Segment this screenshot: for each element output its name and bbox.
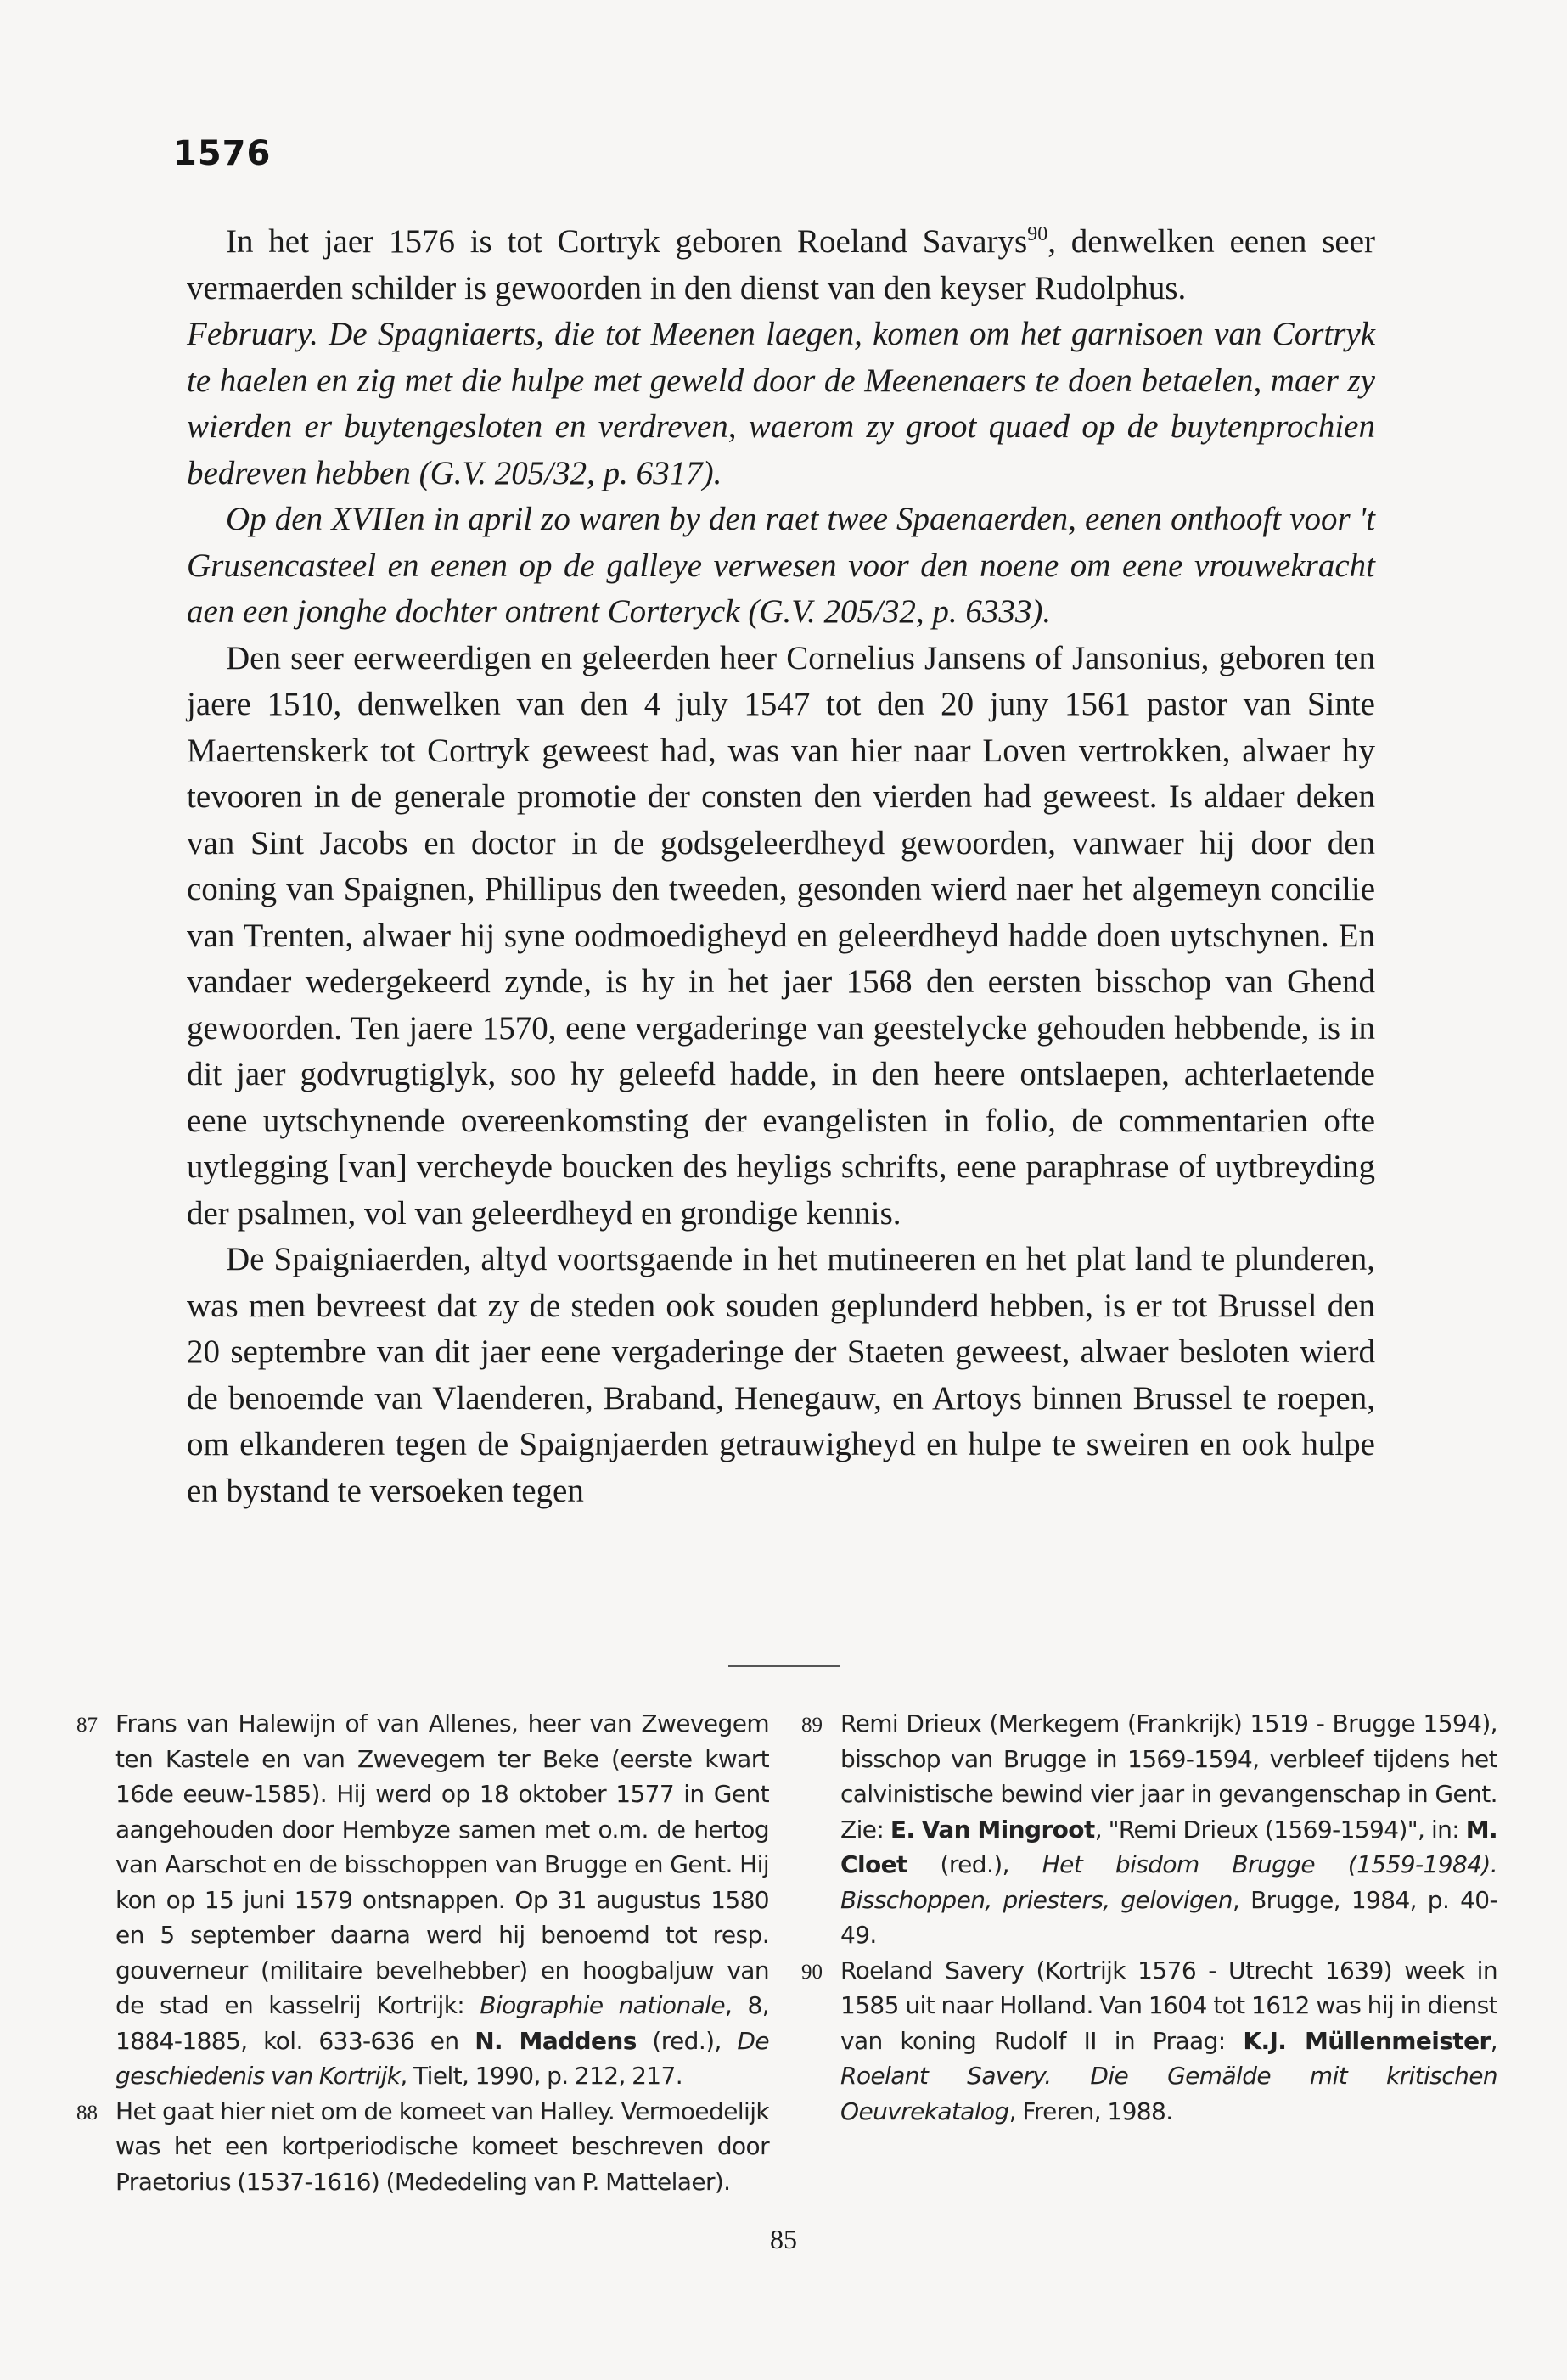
main-text: [187, 219, 1375, 1514]
footnote-87: [76, 1706, 769, 2094]
footnote-text: Het gaat hier niet om de komeet van Halley. Vermoedelijk was het een kortperiodische komeet beschreven door Praetorius (1537-1616) (Mededeling van P. Mattelaer).: [115, 2097, 769, 2196]
footnote-text: Roeland Savery (Kortrijk 1576 - Utrecht 1639) week in 1585 uit naar Holland. Van 1604 tot 1612 was hij in dienst van koning Rudolf II in Praag:: [840, 1956, 1497, 2055]
footnote-88: [76, 2094, 769, 2200]
paragraph-jansonius: Den seer eerweerdigen en geleerden heer Cornelius Jansens of Jansonius, geboren ten jaere 1510, denwelken van den 4 july 1547 tot den 20 juny 1561 pastor van Sinte Maertenskerk tot Cortryk geweest had, was van hier naar Loven vertrokken, alwaer hy tevooren in de generale promotie der consten den vierden had geweest. Is aldaer deken van Sint Jacobs en doctor in de godsgeleerdheyd gewoorden, vanwaer hij door den coning van Spaignen, Phillipus den tweeden, gesonden wierd naer het algemeyn concilie van Trenten, alwaer hij syne oodmoedigheyd en geleerdheyd hadde doen uytschynen. En vandaer wedergekeerd zynde, is hy in het jaer 1568 den eersten bisschop van Ghend gewoorden. Ten jaere 1570, eene vergaderinge van geestelycke gehouden hebbende, is in dit jaer godvrugtiglyk, soo hy geleefd hadde, in den heere ontslaepen, achterlaetende eene uytschynende overeenkomsting der evangelisten in folio, de commentarien ofte uytlegging [van] vercheyde boucken des heyligs schrifts, eene paraphrase of uytbreyding der psalmen, vol van geleerdheyd en grondige kennis.: [187, 639, 1375, 1232]
footnote-text: Remi Drieux (Merkegem (Frankrijk) 1519 - Brugge 1594), bisschop van Brugge in 1569-1594, verbleef tijdens het calvinistische bewind vier jaar in gevangenschap in Gent. Zie:: [840, 1709, 1497, 1844]
paragraph-april: Op den XVIIen in april zo waren by den raet twee Spaenaerden, eenen onthooft voor 't Grusencasteel en eenen op de galleye verwesen voor den noene om eene vrouwekracht aen een jonghe dochter ontrent Corteryck (G.V. 205/32, p. 6333).: [187, 501, 1375, 630]
footnote-author: K.J. Müllenmeister: [1243, 2026, 1491, 2055]
footnote-text: , Tielt, 1990, p. 212, 217.: [400, 2062, 683, 2090]
footnote-title: Roelant Savery. Die Gemälde mit kritischen Oeuvrekatalog: [840, 2062, 1497, 2125]
footnote-text: (red.),: [636, 2026, 738, 2055]
footnote-89: [801, 1706, 1497, 1953]
footnote-title: De geschiedenis van Kortrijk: [115, 2026, 769, 2090]
footnote-number: 87: [76, 1714, 98, 1737]
footnote-author: M. Cloet: [840, 1815, 1497, 1878]
footnote-text: Frans van Halewijn of van Allenes, heer van Zwevegem ten Kastele en van Zwevegem ter Beke (eerste kwart 16de eeuw-1585). Hij werd op 18 oktober 1577 in Gent aangehouden door Hembyze samen met o.m. de hertog van Aarschot en de bisschoppen van Brugge en Gent. Hij kon op 15 juni 1579 ontsnappen. Op 31 augustus 1580 en 5 september daarna werd hij benoemd tot resp. gouverneur (militaire bevelhebber) en hoogbaljuw van de stad en kasselrij Kortrijk:: [115, 1709, 769, 2019]
footnote-ref-90: 90: [1027, 223, 1048, 245]
footnotes-left-column: [76, 1706, 769, 2199]
footnote-text: , Brugge, 1984, p. 40-49.: [840, 1885, 1497, 1949]
footnote-title: Biographie nationale: [480, 1991, 725, 2019]
paragraph-spaigniaerden: De Spaigniaerden, altyd voortsgaende in het mutineeren en het plat land te plunderen, was men bevreest dat zy de steden ook souden geplunderd hebben, is er tot Brussel den 20 septembre van dit jaer eene vergaderinge der Staeten geweest, alwaer besloten wierd de benoemde van Vlaenderen, Braband, Henegauw, en Artoys binnen Brussel te roepen, om elkanderen tegen de Spaignjaerden getrauwigheyd en hulpe te sweiren en ook hulpe en bystand te versoeken tegen: [187, 1241, 1375, 1509]
footnote-author: E. Van Mingroot: [890, 1815, 1095, 1844]
footnote-number: 88: [76, 2101, 98, 2125]
footnote-divider: [728, 1665, 840, 1667]
page-number: 85: [770, 2224, 797, 2254]
footnotes-right-column: [801, 1706, 1497, 2129]
footnote-90: [801, 1953, 1497, 2130]
paragraph-text: In het jaer 1576 is tot Cortryk geboren Roeland Savarys: [226, 223, 1028, 260]
footnote-number: 90: [801, 1960, 823, 1984]
footnote-text: ,: [1490, 2026, 1497, 2055]
footnote-title: Het bisdom Brugge (1559-1984). Bisschoppen, priesters, gelovigen: [840, 1850, 1497, 1914]
footnote-text: , "Remi Drieux (1569-1594)", in:: [1094, 1815, 1466, 1844]
footnote-text: , 8, 1884-1885, kol. 633-636 en: [115, 1991, 769, 2055]
paragraph-savarys: [187, 219, 1375, 312]
footnote-number: 89: [801, 1714, 823, 1737]
footnote-author: N. Maddens: [475, 2026, 637, 2055]
paragraph-text: , denwelken eenen seer vermaerden schilder is gewoorden in den dienst van den keyser Rudolphus.: [187, 223, 1375, 306]
footnote-text: (red.),: [907, 1850, 1042, 1878]
footnote-text: , Freren, 1988.: [1008, 2097, 1173, 2125]
paragraph-february: February. De Spagniaerts, die tot Meenen laegen, komen om het garnisoen van Cortryk te haelen en zig met die hulpe met geweld door de Meenenaers te doen betaelen, maer zy wierden er buytengesloten en verdreven, waerom zy groot quaed op de buytenprochien bedreven hebben (G.V. 205/32, p. 6317).: [187, 316, 1375, 491]
year-heading: 1576: [173, 134, 272, 173]
